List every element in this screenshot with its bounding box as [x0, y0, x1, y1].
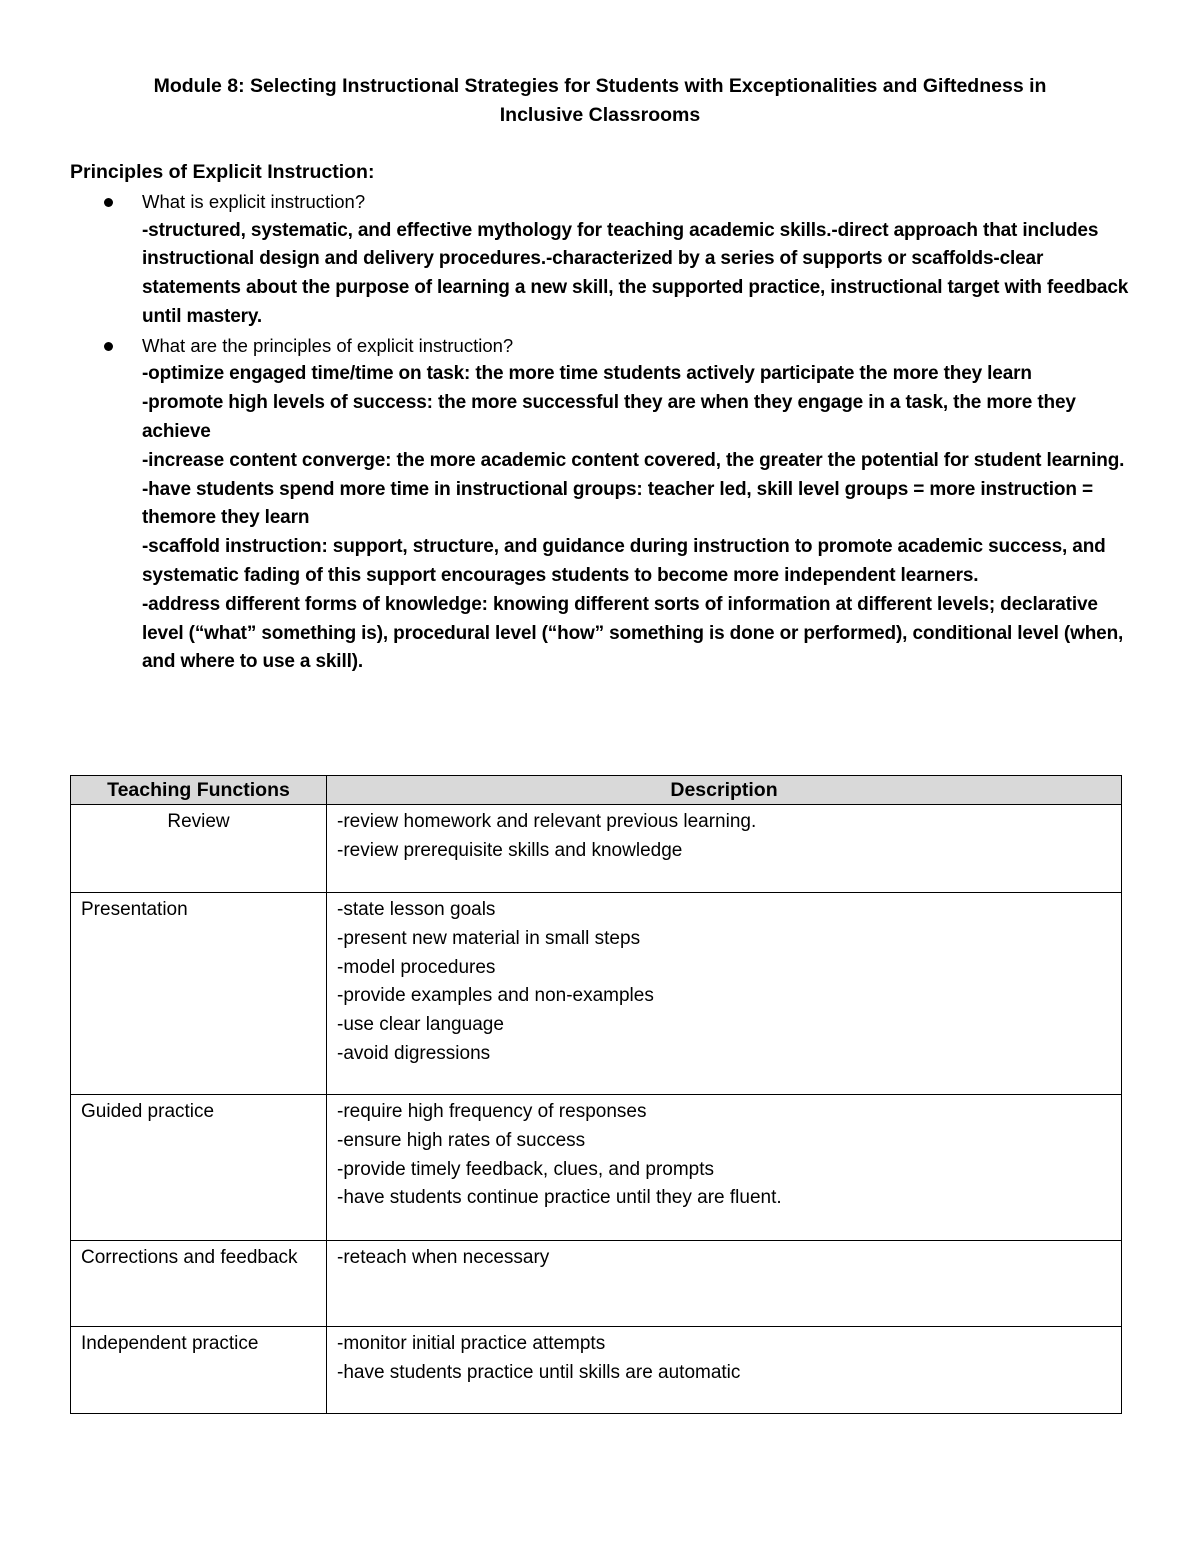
title-line-2: Inclusive Classrooms [499, 104, 701, 126]
description-cell [327, 893, 1122, 1095]
description-line: -ensure high rates of success [337, 1129, 586, 1151]
table-header-row [71, 776, 1122, 805]
document-title [70, 72, 1130, 130]
answer-line: -optimize engaged time/time on task: the more time students actively participate the more they learn [142, 363, 1032, 385]
description-line: -model procedures [337, 956, 496, 978]
bullet-list [70, 188, 1130, 677]
teaching-functions-table [70, 775, 1122, 1414]
function-cell: Independent practice [71, 1327, 327, 1414]
description-line: -reteach when necessary [337, 1247, 550, 1268]
bullet-answer [142, 360, 1130, 677]
answer-line: -scaffold instruction: support, structure, and guidance during instruction to promote academic success, and systematic fading of this support encourages students to become more independent learners. [142, 536, 1106, 586]
table-row [71, 1241, 1122, 1327]
bullet-answer [142, 217, 1130, 332]
description-line: -state lesson goals [337, 899, 496, 920]
table-row [71, 1327, 1122, 1414]
answer-line: -promote high levels of success: the more successful they are when they engage in a task, the more they achieve [142, 392, 1076, 442]
description-cell [327, 805, 1122, 893]
answer-line: -address different forms of knowledge: knowing different sorts of information at different levels; declarative level (“what” something is), procedural level (“how” something is done or performed), conditional level (when, and where to use a skill). [142, 593, 1124, 673]
answer-line: -increase content converge: the more academic content covered, the greater the potential for student learning. [142, 449, 1125, 471]
description-line: -have students practice until skills are automatic [337, 1361, 741, 1383]
description-line: -review homework and relevant previous learning. [337, 811, 757, 832]
section-heading: Principles of Explicit Instruction: [70, 161, 375, 183]
description-line: -have students continue practice until they are fluent. [337, 1187, 782, 1209]
function-cell: Presentation [71, 893, 327, 1095]
description-line: -use clear language [337, 1014, 504, 1036]
description-line: -provide examples and non-examples [337, 985, 654, 1007]
bullet-dot-icon [104, 198, 113, 207]
bullet-item [70, 332, 1130, 677]
answer-line: -have students spend more time in instructional groups: teacher led, skill level groups = more instruction = themore they learn [142, 478, 1093, 529]
header-teaching-functions: Teaching Functions [71, 776, 327, 805]
table-row [71, 1095, 1122, 1241]
function-cell: Review [71, 805, 327, 893]
function-cell: Corrections and feedback [71, 1241, 327, 1327]
bullet-question: What is explicit instruction? [142, 191, 366, 212]
description-line: -require high frequency of responses [337, 1101, 647, 1122]
table-row [71, 893, 1122, 1095]
header-description: Description [327, 776, 1122, 805]
description-line: -avoid digressions [337, 1042, 491, 1064]
function-cell: Guided practice [71, 1095, 327, 1241]
description-cell [327, 1327, 1122, 1414]
bullet-item [70, 188, 1130, 332]
table-row [71, 805, 1122, 893]
description-cell [327, 1095, 1122, 1241]
answer-line: -structured, systematic, and effective mythology for teaching academic skills.-direct approach that includes instructional design and delivery procedures.-characterized by a series of supports or scaffolds-clear statements about the purpose of learning a new skill, the supported practice, instructional target with feedback until mastery. [142, 219, 1129, 327]
bullet-dot-icon [104, 342, 113, 351]
description-line: -present new material in small steps [337, 927, 641, 949]
title-line-1: Module 8: Selecting Instructional Strategies for Students with Exceptionalities and Giftedness in [153, 75, 1047, 97]
description-line: -review prerequisite skills and knowledge [337, 839, 683, 861]
description-cell [327, 1241, 1122, 1327]
bullet-question: What are the principles of explicit instruction? [142, 334, 514, 356]
description-line: -provide timely feedback, clues, and prompts [337, 1158, 715, 1180]
description-line: -monitor initial practice attempts [337, 1333, 606, 1354]
